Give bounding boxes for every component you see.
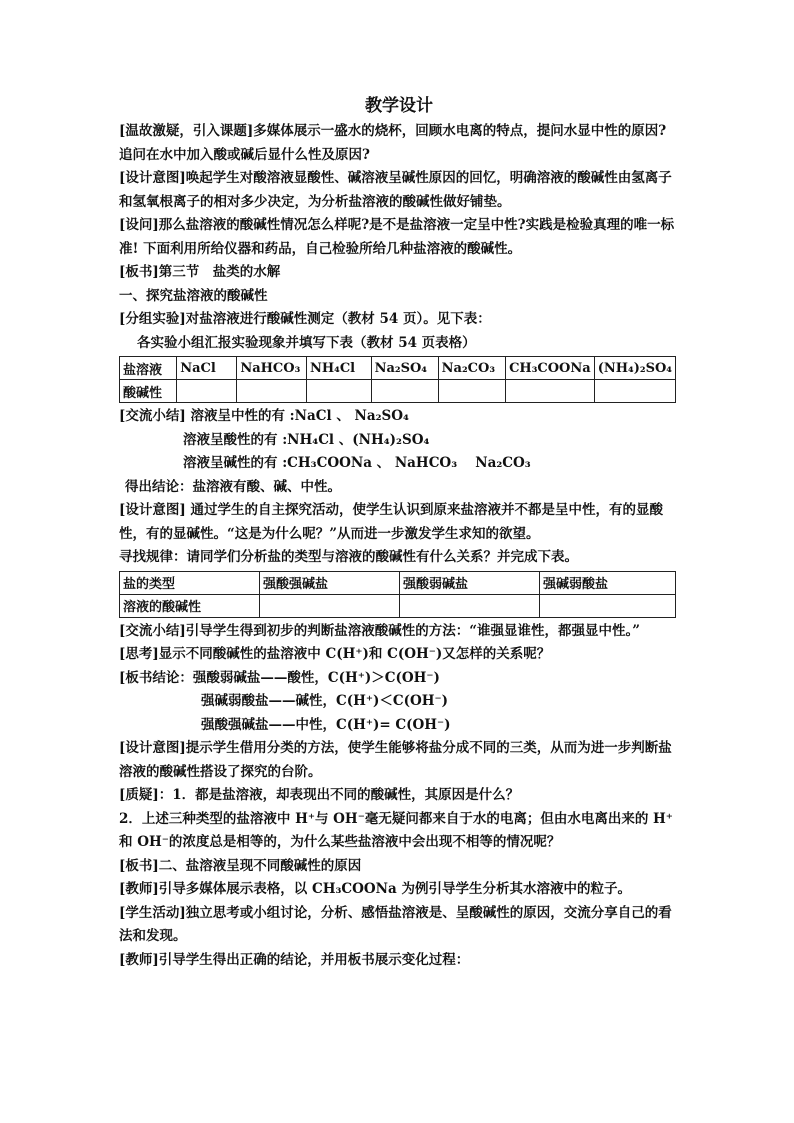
design-intent-2: [设计意图] 通过学生的自主探究活动，使学生认识到原来盐溶液并不都是呈中性，有的显酸性，有的显碱性。“这是为什么呢？”从而进一步激发学生求知的欲望。 [119, 502, 663, 542]
question-paragraph: [设问]那么盐溶液的酸碱性情况怎么样呢?是不是盐溶液一定呈中性?实践是检验真理的唯一标准! 下面利用所给仪器和药品，自己检验所给几种盐溶液的酸碱性。 [119, 217, 675, 257]
document-page [119, 92, 679, 972]
table-cell-empty [237, 380, 307, 403]
board-note-section: [板书]第三节 盐类的水解 [119, 264, 281, 280]
summary-neutral: [交流小结] 溶液呈中性的有 :NaCl 、 Na₂SO₄ [119, 408, 409, 424]
summary-basic: 溶液呈碱性的有 :CH₃COONa 、 NaHCO₃ Na₂CO₃ [183, 455, 531, 471]
table-cell: 盐的类型 [120, 571, 260, 594]
student-activity: [学生活动]独立思考或小组讨论，分析、感悟盐溶液是、呈酸碱性的原因，交流分享自己的看法和发现。 [119, 904, 672, 944]
teacher-guide-1: [教师]引导多媒体展示表格，以 CH₃COONa 为例引导学生分析其水溶液中的粒子。 [119, 881, 631, 897]
table-cell: (NH₄)₂SO₄ [594, 357, 675, 380]
table-cell: NaHCO₃ [237, 357, 307, 380]
think-question: [思考]显示不同酸碱性的盐溶液中 C(H⁺)和 C(OH⁻)又怎样的关系呢？ [119, 646, 551, 662]
table-cell: 酸碱性 [120, 380, 177, 403]
salt-solution-table [119, 356, 676, 403]
design-intent-3: [设计意图]提示学生借用分类的方法，使学生能够将盐分成不同的三类，从而为进一步判断盐溶液的酸碱性搭设了探究的台阶。 [119, 740, 672, 780]
table-cell-empty [540, 594, 676, 617]
salt-type-table [119, 571, 676, 618]
table-cell: 盐溶液 [120, 357, 177, 380]
summary-acidic: 溶液呈酸性的有 :NH₄Cl 、(NH₄)₂SO₄ [183, 431, 430, 448]
board-note-reason: [板书]二、盐溶液呈现不同酸碱性的原因 [119, 857, 362, 874]
document-title: 教学设计 [365, 96, 433, 116]
conclusion: 得出结论：盐溶液有酸、碱、中性。 [125, 478, 341, 495]
table-cell-empty [371, 380, 438, 403]
table-cell-empty [306, 380, 371, 403]
table-cell: NH₄Cl [306, 357, 371, 380]
board-conclusion-base: 强碱弱酸盐——碱性，C(H⁺)＜C(OH⁻) [201, 693, 449, 709]
table-row [120, 594, 676, 617]
table-row [120, 380, 676, 403]
table-cell-empty [594, 380, 675, 403]
table-cell: 强碱弱酸盐 [540, 571, 676, 594]
intro-paragraph: [温故激疑，引入课题]多媒体展示一盛水的烧杯，回顾水电离的特点，提问水显中性的原因?追问在水中加入酸或碱后显什么性及原因? [119, 123, 667, 163]
question-1: [质疑]：1．都是盐溶液，却表现出不同的酸碱性，其原因是什么？ [119, 787, 520, 803]
table-cell: Na₂CO₃ [438, 357, 505, 380]
summary-rule: [交流小结]引导学生得到初步的判断盐溶液酸碱性的方法：“谁强显谁性，都强显中性。” [119, 622, 641, 639]
table-cell: 溶液的酸碱性 [120, 594, 260, 617]
design-intent-1: [设计意图]唤起学生对酸溶液显酸性、碱溶液呈碱性原因的回忆，明确溶液的酸碱性由氢离子和氢氧根离子的相对多少决定，为分析盐溶液的酸碱性做好铺垫。 [119, 170, 672, 210]
board-conclusion-neutral: 强酸强碱盐——中性，C(H⁺)= C(OH⁻) [201, 716, 451, 733]
heading-explore: 一、探究盐溶液的酸碱性 [119, 287, 268, 304]
table1-caption: 各实验小组汇报实验现象并填写下表（教材 54 页表格） [137, 334, 476, 351]
table-cell-empty [438, 380, 505, 403]
question-2: 2．上述三种类型的盐溶液中 H⁺与 OH⁻毫无疑问都来自于水的电离；但由水电离出来的 H⁺和 OH⁻的浓度总是相等的，为什么某些盐溶液中会出现不相等的情况呢？ [119, 810, 673, 850]
table-cell: Na₂SO₄ [371, 357, 438, 380]
group-experiment: [分组实验]对盐溶液进行酸碱性测定（教材 54 页）。见下表： [119, 311, 491, 327]
board-conclusion-acid: [板书结论：强酸弱碱盐——酸性，C(H⁺)＞C(OH⁻) [119, 669, 440, 686]
table-cell-empty [260, 594, 400, 617]
table-cell: 强酸弱碱盐 [400, 571, 540, 594]
table-cell: NaCl [177, 357, 237, 380]
table-row [120, 357, 676, 380]
table-cell-empty [177, 380, 237, 403]
table-cell-empty [506, 380, 595, 403]
table-cell-empty [400, 594, 540, 617]
table-row [120, 571, 676, 594]
teacher-guide-2: [教师]引导学生得出正确的结论，并用板书展示变化过程： [119, 951, 470, 968]
table-cell: CH₃COONa [506, 357, 595, 380]
table-cell: 强酸强碱盐 [260, 571, 400, 594]
find-rule: 寻找规律：请同学们分析盐的类型与溶液的酸碱性有什么关系？并完成下表。 [119, 549, 578, 565]
